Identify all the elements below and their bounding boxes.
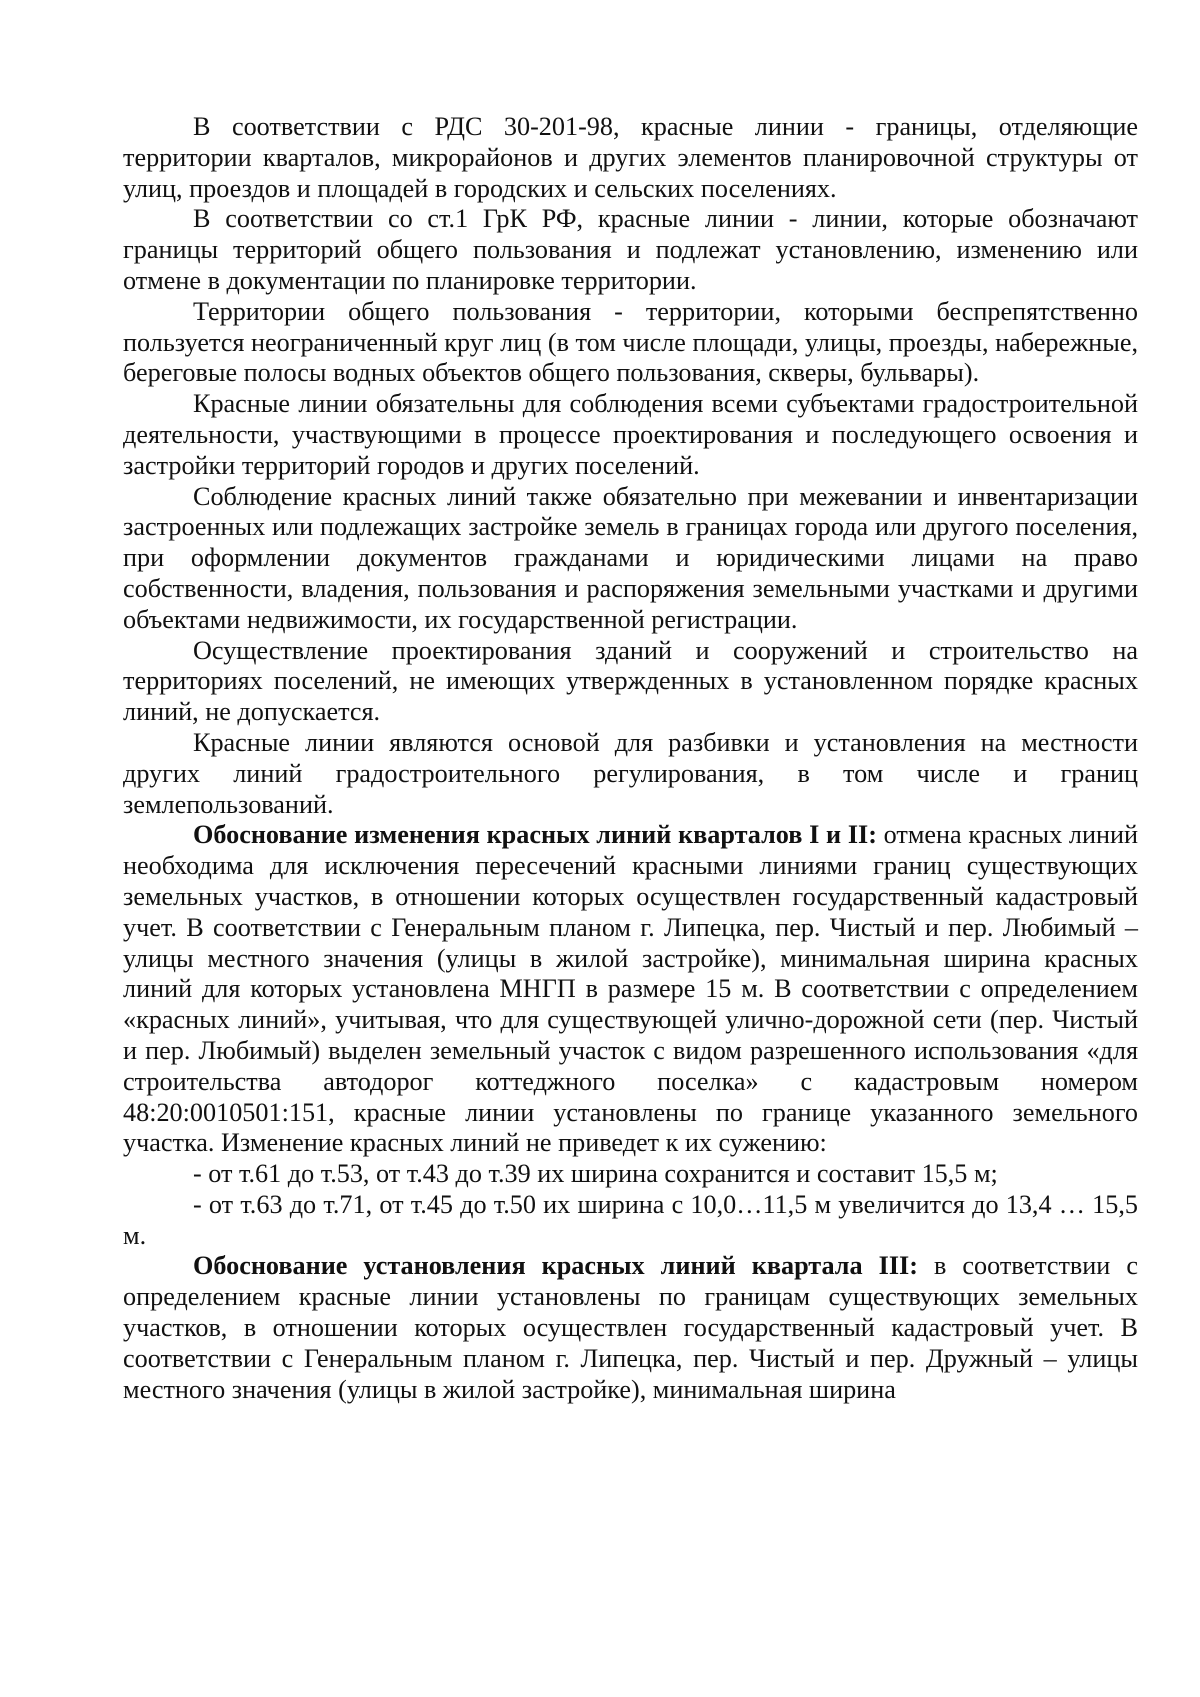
paragraph-mandatory-compliance (123, 389, 1138, 481)
paragraph-land-surveying (123, 482, 1138, 636)
list-item-width-increased (123, 1190, 1138, 1252)
paragraph-justification-quarter-3 (123, 1251, 1138, 1405)
paragraph-heading: Обоснование изменения красных линий кварталов I и II: (193, 820, 877, 850)
paragraph-text: Соблюдение красных линий также обязательно при межевании и инвентаризации застроенных или подлежащих застройке земель в границах города или другого поселения, при оформлении документов гражданами и юридическими лицами на право собственности, владения, пользования и распоряжения земельными участками и другими объектами недвижимости, их государственной регистрации. (123, 481, 1138, 634)
paragraph-text: В соответствии со ст.1 ГрК РФ, красные линии - линии, которые обозначают границы территорий общего пользования и подлежат установлению, изменению или отмене в документации по планировке территории. (123, 204, 1138, 295)
paragraph-text: В соответствии с РДС 30-201-98, красные линии - границы, отделяющие территории кварталов, микрорайонов и других элементов планировочной структуры от улиц, проездов и площадей в городских и сельских поселениях. (123, 112, 1138, 203)
list-item-width-preserved (123, 1159, 1138, 1190)
paragraph-design-restriction (123, 636, 1138, 728)
paragraph-justification-quarters-1-2 (123, 820, 1138, 1159)
paragraph-text: отмена красных линий необходима для исключения пересечений красными линиями границ существующих земельных участков, в отношении которых осуществлен государственный кадастровый учет. В соответствии с Генеральным планом г. Липецка, пер. Чистый и пер. Любимый – улицы местного значения (улицы в жилой застройке), минимальная ширина красных линий для которых установлена МНГП в размере 15 м. В соответствии с определением «красных линий», учитывая, что для существующей улично-дорожной сети (пер. Чистый и пер. Любимый) выделен земельный участок с видом разрешенного использования «для строительства автодорог коттеджного поселка» с кадастровым номером 48:20:0010501:151, красные линии установлены по границе указанного земельного участка. Изменение красных линий не приведет к их сужению: (123, 820, 1139, 1158)
paragraph-text: Осуществление проектирования зданий и сооружений и строительство на территориях поселений, не имеющих утвержденных в установленном порядке красных линий, не допускается. (123, 635, 1138, 727)
paragraph-grk-definition (123, 204, 1138, 296)
paragraph-heading: Обоснование установления красных линий квартала III: (193, 1251, 918, 1281)
paragraph-text: Красные линии обязательны для соблюдения всеми субъектами градостроительной деятельности, участвующими в процессе проектирования и последующего освоения и застройки территорий городов и других поселений. (123, 389, 1138, 480)
paragraph-rds-definition (123, 112, 1138, 204)
paragraph-text: - от т.63 до т.71, от т.45 до т.50 их ширина с 10,0…11,5 м увеличится до 13,4 … 15,5 м. (123, 1189, 1138, 1250)
paragraph-text: - от т.61 до т.53, от т.43 до т.39 их ширина сохранится и составит 15,5 м; (193, 1159, 998, 1189)
paragraph-text: в соответствии с определением красные линии установлены по границам существующих земельных участков, в отношении которых осуществлен государственный кадастровый учет. В соответствии с Генеральным планом г. Липецка, пер. Чистый и пер. Дружный – улицы местного значения (улицы в жилой застройке), минимальная ширина (123, 1251, 1138, 1404)
document-page (123, 112, 1138, 1405)
paragraph-public-territories (123, 297, 1138, 389)
paragraph-basis-for-staking (123, 728, 1138, 820)
paragraph-text: Территории общего пользования - территории, которыми беспрепятственно пользуется неограниченный круг лиц (в том числе площади, улицы, проезды, набережные, береговые полосы водных объектов общего пользования, скверы, бульвары). (123, 296, 1138, 388)
paragraph-text: Красные линии являются основой для разбивки и установления на местности других линий градостроительного регулирования, в том числе и границ землепользований. (123, 727, 1138, 819)
